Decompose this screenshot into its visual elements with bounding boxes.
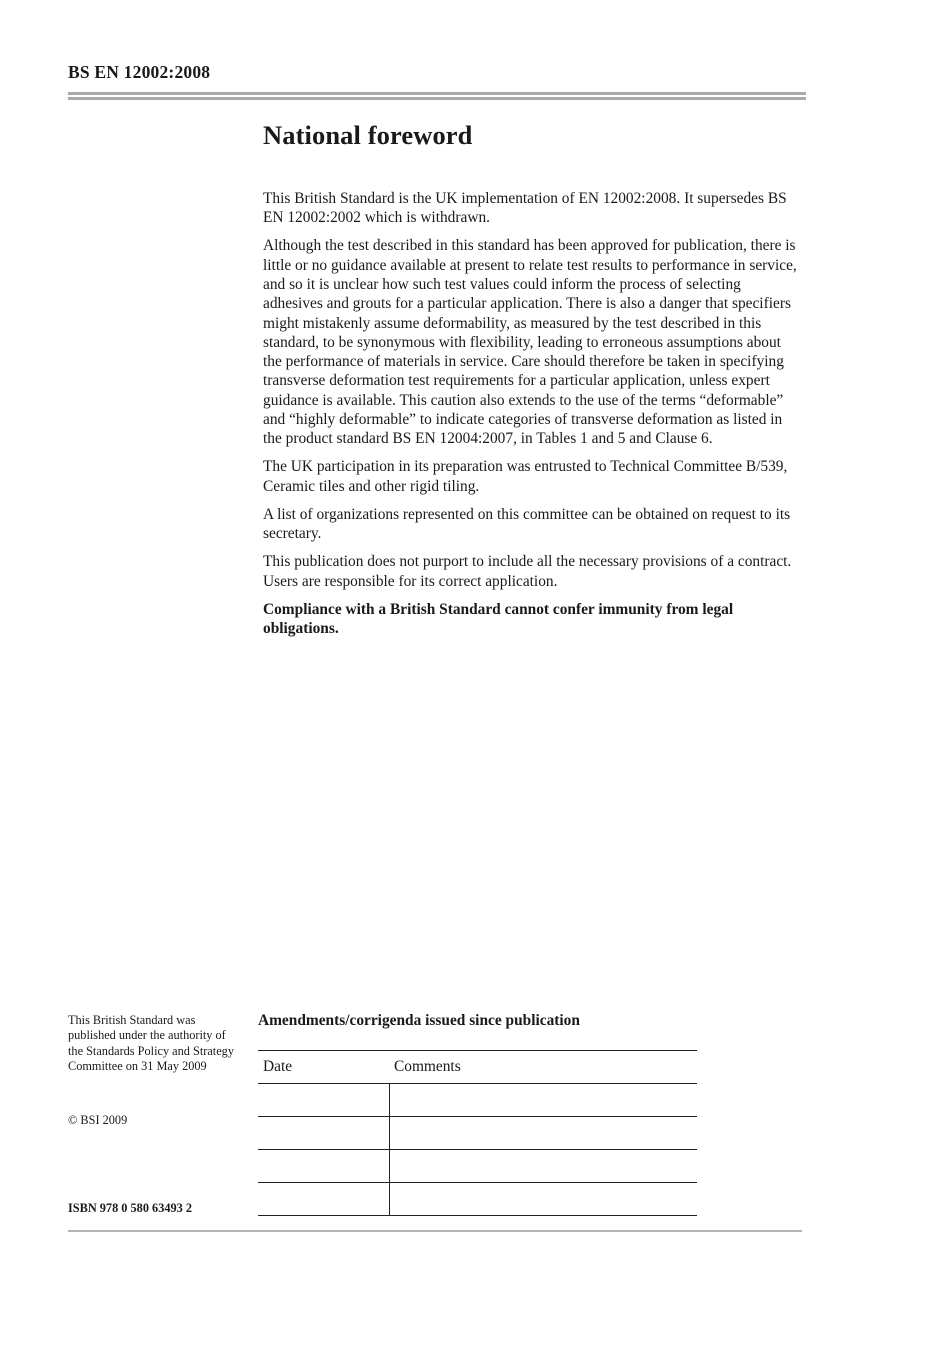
comments-cell [389,1183,697,1216]
footer-rule [68,1230,802,1232]
date-cell [258,1183,389,1216]
page-title: National foreword [263,120,473,150]
table-row [258,1117,697,1150]
table-row [258,1183,697,1216]
comments-cell [389,1117,697,1150]
table-row [258,1150,697,1183]
amendments-header-row [258,1051,697,1084]
header-double-rule [68,92,806,100]
header-rule-top [68,92,806,95]
date-cell [258,1084,389,1117]
isbn: ISBN 978 0 580 63493 2 [68,1201,193,1215]
date-column-header: Date [258,1051,389,1084]
foreword-paragraph: The UK participation in its preparation was entrusted to Technical Committee B/539, Ceramic tiles and other rigid tiling. [263,458,788,495]
date-cell [258,1150,389,1183]
comments-cell [389,1084,697,1117]
amendments-table [258,1050,697,1216]
date-cell [258,1117,389,1150]
foreword-paragraph: A list of organizations represented on this committee can be obtained on request to its secretary. [263,505,791,543]
foreword-body [263,189,803,647]
amendments-title: Amendments/corrigenda issued since publication [258,1012,580,1029]
compliance-notice: Compliance with a British Standard cannot confer immunity from legal obligations. [263,600,734,637]
standard-code: BS EN 12002:2008 [68,62,211,82]
foreword-paragraph: This British Standard is the UK implementation of EN 12002:2008. It supersedes BS EN 12002:2002 which is withdrawn. [263,190,787,227]
copyright-notice: © BSI 2009 [68,1113,128,1127]
comments-cell [389,1150,697,1183]
table-row [258,1084,697,1117]
header-rule-bottom [68,97,806,100]
publication-note: This British Standard was published under the authority of the Standards Policy and Strategy Committee on 31 May 2009 [68,1013,234,1073]
comments-column-header: Comments [389,1051,697,1084]
foreword-paragraph: This publication does not purport to include all the necessary provisions of a contract. Users are responsible for its correct application. [263,553,792,590]
foreword-paragraph: Although the test described in this standard has been approved for publication, there is little or no guidance available at present to relate test results to performance in service, and so it is unclear how such test values could inform the process of selecting adhesives and grouts for a particular application. There is also a danger that specifiers might mistakenly assume deformability, as measured by the test described in this standard, to be synonymous with flexibility, leading to erroneous assumptions about the performance of materials in service. Care should therefore be taken in specifying transverse deformation test requirements for a particular application, unless expert guidance is available. This caution also extends to the use of the terms “deformable” and “highly deformable” to indicate categories of transverse deformation as listed in the product standard BS EN 12004:2007, in Tables 1 and 5 and Clause 6. [263,237,797,448]
